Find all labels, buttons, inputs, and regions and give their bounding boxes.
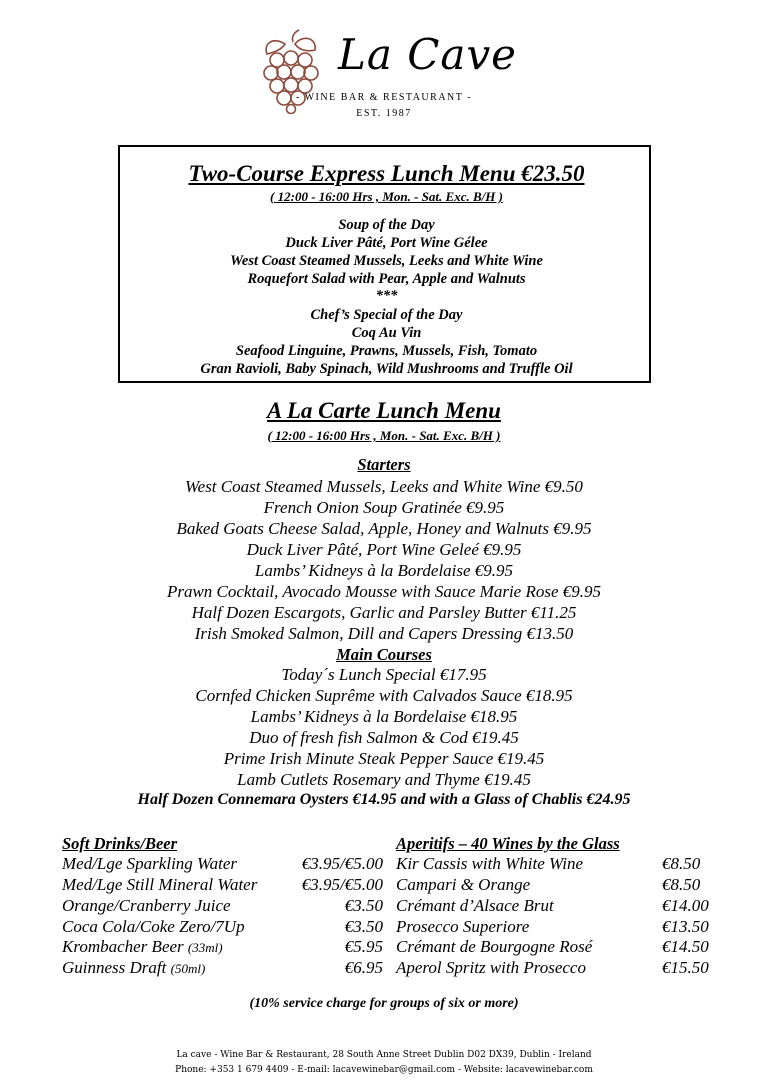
express-item: Chef’s Special of the Day	[310, 307, 463, 323]
starter-item: Half Dozen Escargots, Garlic and Parsley Butter €11.25	[191, 603, 577, 622]
aperitif-name: Crémant de Bourgogne Rosé	[396, 937, 593, 956]
starter-item: Duck Liver Pâté, Port Wine Geleé €9.95	[246, 540, 522, 559]
starter-item: Lambs’ Kidneys à la Bordelaise €9.95	[254, 561, 514, 580]
logo-subtitle: - WINE BAR & RESTAURANT -	[295, 92, 473, 103]
express-menu-box	[118, 145, 651, 383]
express-item: Seafood Linguine, Prawns, Mussels, Fish, Tomato	[235, 343, 538, 359]
express-separator: ***	[375, 288, 398, 304]
carte-hours: ( 12:00 - 16:00 Hrs , Mon. - Sat. Exc. B/H )	[267, 428, 501, 443]
drink-price: €3.50	[344, 896, 383, 915]
aperitif-name: Kir Cassis with White Wine	[396, 854, 584, 873]
starter-item: Irish Smoked Salmon, Dill and Capers Dressing €13.50	[194, 624, 574, 643]
express-item: Coq Au Vin	[351, 325, 422, 341]
aperitif-price: €13.50	[662, 917, 709, 936]
footer-address: La cave - Wine Bar & Restaurant, 28 South Anne Street Dublin D02 DX39, Dublin - Ireland	[176, 1050, 592, 1060]
logo-established: EST. 1987	[356, 108, 412, 119]
drink-name: Med/Lge Still Mineral Water	[62, 875, 258, 894]
aperitif-price: €15.50	[662, 958, 709, 977]
drink-price: €6.95	[344, 958, 383, 977]
service-charge-note: (10% service charge for groups of six or more)	[249, 996, 519, 1011]
express-hours: ( 12:00 - 16:00 Hrs , Mon. - Sat. Exc. B/H )	[270, 189, 503, 204]
main-item: Duo of fresh fish Salmon & Cod €19.45	[249, 728, 519, 747]
drink-price: €3.95/€5.00	[301, 875, 383, 894]
drink-price: €3.95/€5.00	[301, 854, 383, 873]
starter-item: Baked Goats Cheese Salad, Apple, Honey and Walnuts €9.95	[176, 519, 592, 538]
main-item: Lamb Cutlets Rosemary and Thyme €19.45	[237, 770, 531, 789]
carte-title: A La Carte Lunch Menu	[267, 398, 501, 423]
starter-item: French Onion Soup Gratinée €9.95	[263, 498, 505, 517]
main-item: Today´s Lunch Special €17.95	[281, 665, 487, 684]
main-item: Cornfed Chicken Suprême with Calvados Sauce €18.95	[195, 686, 573, 705]
main-item: Prime Irish Minute Steak Pepper Sauce €19.45	[223, 749, 545, 768]
starter-item: West Coast Steamed Mussels, Leeks and White Wine €9.50	[185, 477, 583, 496]
aperitif-name: Aperol Spritz with Prosecco	[396, 958, 586, 977]
logo-title: La Cave	[338, 30, 518, 79]
footer-contact: Phone: +353 1 679 4409 - E-mail: lacavewinebar@gmail.com - Website: lacavewinebar.com	[175, 1065, 593, 1075]
mains-heading: Main Courses	[336, 645, 432, 664]
aperitif-name: Campari & Orange	[396, 875, 531, 894]
drink-price: €5.95	[344, 937, 383, 956]
express-item: Roquefort Salad with Pear, Apple and Walnuts	[247, 271, 526, 287]
express-item: West Coast Steamed Mussels, Leeks and White Wine	[230, 253, 543, 269]
aperitif-name: Prosecco Superiore	[396, 917, 530, 936]
express-item: Duck Liver Pâté, Port Wine Gélee	[285, 235, 488, 251]
aperitifs-heading: Aperitifs – 40 Wines by the Glass	[396, 834, 620, 853]
starters-heading: Starters	[357, 455, 411, 474]
aperitif-price: €8.50	[662, 854, 701, 873]
drink-name: Orange/Cranberry Juice	[62, 896, 231, 915]
oysters-line: Half Dozen Connemara Oysters €14.95 and with a Glass of Chablis €24.95	[137, 791, 631, 808]
aperitif-price: €8.50	[662, 875, 701, 894]
aperitif-price: €14.00	[662, 896, 709, 915]
express-item: Gran Ravioli, Baby Spinach, Wild Mushrooms and Truffle Oil	[200, 361, 573, 377]
aperitif-price: €14.50	[662, 937, 709, 956]
drink-price: €3.50	[344, 917, 383, 936]
soft-drinks-heading: Soft Drinks/Beer	[62, 834, 178, 853]
express-item: Soup of the Day	[338, 217, 435, 233]
main-item: Lambs’ Kidneys à la Bordelaise €18.95	[250, 707, 518, 726]
drink-name: Krombacher Beer (33ml)	[62, 937, 223, 956]
starter-item: Prawn Cocktail, Avocado Mousse with Sauce Marie Rose €9.95	[166, 582, 602, 601]
aperitif-name: Crémant d’Alsace Brut	[396, 896, 554, 915]
drink-name: Med/Lge Sparkling Water	[62, 854, 238, 873]
express-title: Two-Course Express Lunch Menu €23.50	[188, 161, 585, 186]
drink-name: Guinness Draft (50ml)	[62, 958, 206, 977]
drink-name: Coca Cola/Coke Zero/7Up	[62, 917, 245, 936]
